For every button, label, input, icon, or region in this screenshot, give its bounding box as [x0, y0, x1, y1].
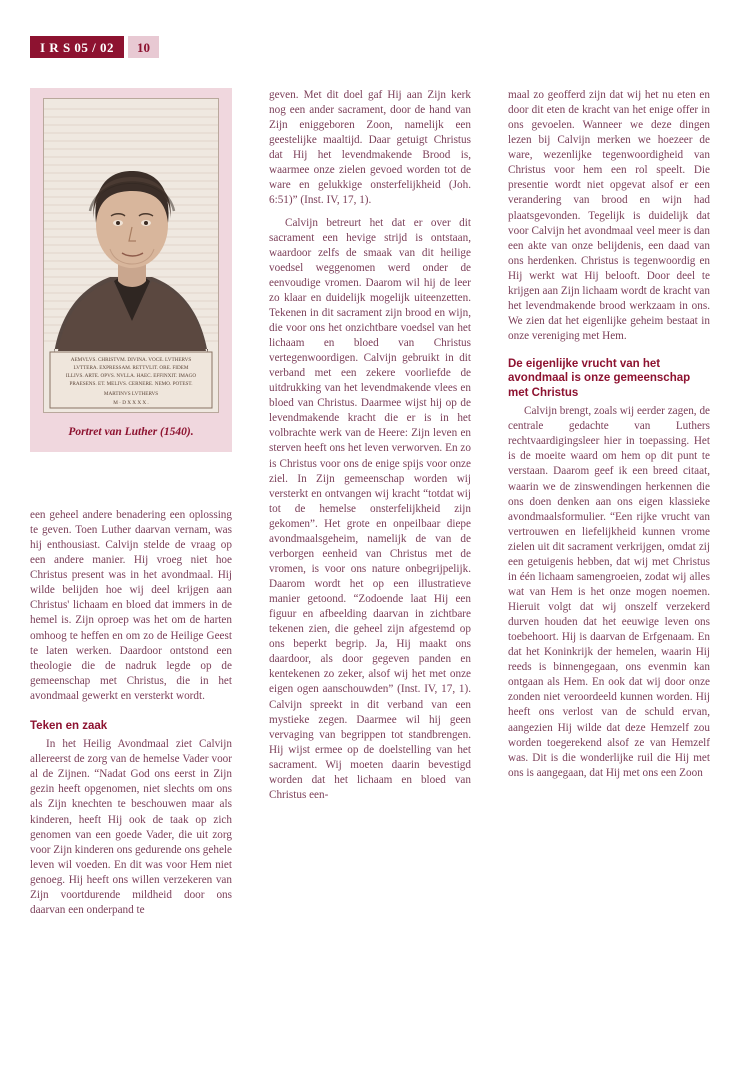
paragraph: maal zo geofferd zijn dat wij het nu eten en door dit eten de kracht van het enige offer in ons gevoelen. Wanneer we deze dingen lezen bij Calvijn merken we hoezeer de ware, wezenlijke tegenwoordigheid van Christus voor hem een rol speelt. Die presentie wordt niet opgevat alsof er een verandering van brood en wijn had plaatsgevonden. Tegelijk is duidelijk dat voor Calvijn het avondmaal veel meer is dan een akte van onze belijdenis, een daad van ons herdenken. Christus is tegenwoordig en Hij werkt wat Hij belooft. Door deel te krijgen aan Zijn lichaam wordt de kracht van het levendmakende brood werkzaam in ons. We zien dat het eigenlijke geheim bestaat in onze vereniging met Hem. [508, 89, 710, 342]
page-header [30, 36, 159, 58]
paragraph-spacer [269, 209, 471, 216]
issue-label: I R S 05 / 02 [30, 36, 124, 58]
svg-text:PRAESENS. ET. MELIVS. CERNERE.: PRAESENS. ET. MELIVS. CERNERE. NEMO. POTEST. [69, 381, 193, 387]
paragraph: In het Heilig Avondmaal ziet Calvijn allereerst de zorg van de hemelse Vader voor al de Zijnen. “Nadat God ons eerst in Zijn gezin heeft opgenomen, niet slechts om ons als Zijn knechten te beschouwen maar als kinderen, heeft Hij ook de taak op zich genomen van een goede Vader, die uit zorg voor Zijn kinderen ons gedurende ons gehele leven wil voeden. En dit was voor Hem niet genoeg. Hij heeft ons willen verzekeren van Zijn voortdurende mildheid door ons daarvan een onderpand te [30, 738, 232, 916]
paragraph: Calvijn betreurt het dat er over dit sacrament een hevige strijd is ontstaan, waardoor zelfs de smaak van dit heilige voedsel weggenomen werd onder de eenvoudige vromen. Daarom wil hij de leer zo klaar en duidelijk mogelijk uiteenzetten. Tekenen in dit sacrament zijn brood en wijn, die voor ons het onzichtbare voedsel van het lichaam en bloed van Christus vertegenwoordigen. Calvijn gebruikt in dit verband met een zekere voorliefde de uitdrukking van het levendmakende vlees en bloed van Christus. Daarmee wijst hij op de levendmakende kracht die er is in het volbrachte werk van de Heere: Zijn leven en sterven heeft ons het leven verworven. En zo is Christus voor ons de enige spijs voor onze ziel. In Zijn gemeenschap worden wij versterkt en ontvangen wij kracht “totdat wij tot de hemelse onsterfelijkheid zijn gekomen”. Het grote en onpeilbaar diepe avondmaalsgeheim, namelijk de van de verborgen eenheid van Christus met de vromen, is voor ons nature onbegrijpelijk. Daarom wordt het op een illustratieve manier getoond. “Zodoende laat Hij een figuur en afbeelding daarvan in zichtbare tekenen zien, die geheel zijn afgestemd op ons beperkt begrip. Ja, Hij maakt ons daardoor, als door gegeven panden en kentekenen zo zeker, alsof wij het met onze eigen ogen aanschouwden” (Inst. IV, 17, 1). Calvijn spreekt in dit verband van een mystieke zegen. Daarmee wil hij geen vervaging van begrippen tot standbrengen. Hij wijst ermee op de doelstelling van het sacrament. Wij moeten daarin bevestigd worden dat het lichaam en bloed van Christus een- [269, 216, 471, 801]
figure-caption: Portret van Luther (1540). [68, 426, 194, 438]
subheading-teken-en-zaak: Teken en zaak [30, 719, 108, 732]
svg-text:AEMVLVS. CHRISTVM. DIVINA. VOC: AEMVLVS. CHRISTVM. DIVINA. VOCE. LVTHERVS [70, 357, 192, 363]
svg-text:MARTINVS LVTHERVS: MARTINVS LVTHERVS [103, 391, 159, 397]
paragraph: Calvijn brengt, zoals wij eerder zagen, de centrale gedachte van Luthers rechtvaardigingsleer hier in toepassing. Het is de moeite waard om hem op dit punt te verstaan. Daarom geef ik een breed citaat, waarin we de zinswendingen herkennen die ons doen denken aan ons eigen klassieke avondmaalsformulier. “Een rijke vrucht van vertrouwen en liefelijkheid kunnen vrome zielen uit dit sacrament verkrijgen, omdat zij een getuigenis hebben, dat wij met Christus in één lichaam samengroeien, zodat wij alles wat van Hem is het onze mogen noemen. Hieruit volgt dat wij onszelf verzekerd durven houden dat het eeuwige leven ons toebehoort. Hij is daarvan de Erfgenaam. En dat het Koninkrijk der hemelen, waarin Hij reeds is binnengegaan, ons evenmin kan ontgaan als Hem. En ook dat wij door onze zonden niet veroordeeld kunnen worden. Hij heeft ons verlost van de schuld ervan, aangezien Hij wilde dat deze Hemzelf zou worden toegerekend alsof ze van Hemzelf was. Dit is die wonderlijke ruil die Hij met ons is aangegaan, dat Hij met ons een Zoon [508, 405, 710, 779]
column-1 [30, 508, 232, 1028]
article-columns [30, 88, 710, 1028]
page-number-badge: 10 [128, 36, 159, 58]
subheading-vrucht-van-het-avondmaal: De eigenlijke vrucht van het avondmaal is onze gemeenschap met Christus [508, 358, 691, 399]
svg-text:LVTTERA. EXPRESSAM. RETTVLIT.: LVTTERA. EXPRESSAM. RETTVLIT. ORE. FIDEM [73, 365, 189, 371]
svg-text:M · D X X X X .: M · D X X X X . [113, 400, 149, 406]
column-3 [508, 88, 710, 1028]
paragraph: geven. Met dit doel gaf Hij aan Zijn kerk nog een ander sacrament, door de hand van Zijn eniggeboren Zoon, namelijk een geestelijke maaltijd. Daar getuigt Christus dat Hij het levendmakende Brood is, waarmee onze zielen gevoed worden tot de ware en gelukkige onsterfelijkheid (Joh. 6:51)” (Inst. IV, 17, 1). [269, 89, 471, 207]
column-2 [269, 88, 471, 1028]
paragraph: een geheel andere benadering een oplossing te geven. Toen Luther daarvan vernam, was hij enthousiast. Calvijn stelde de vraag op een andere manier. Hij vroeg niet hoe Christus present was in het avondmaal. Hij wilde belijden hoe wij deel krijgen aan Christus' lichaam en bloed dat immers in de hemel is. Zijn oproep was het om de harten omhoog te heffen en om zo de Heilige Geest te laten werken. Daardoor ontstond een theologie die de nadruk legde op de gemeenschap met Christus, die in het avondmaal gewerkt en versterkt wordt. [30, 509, 232, 702]
svg-text:ILLIVS. ARTE. OPVS. NVLLA. HAE: ILLIVS. ARTE. OPVS. NVLLA. HAEC. EFFINXIT. IMAGO [65, 373, 197, 379]
